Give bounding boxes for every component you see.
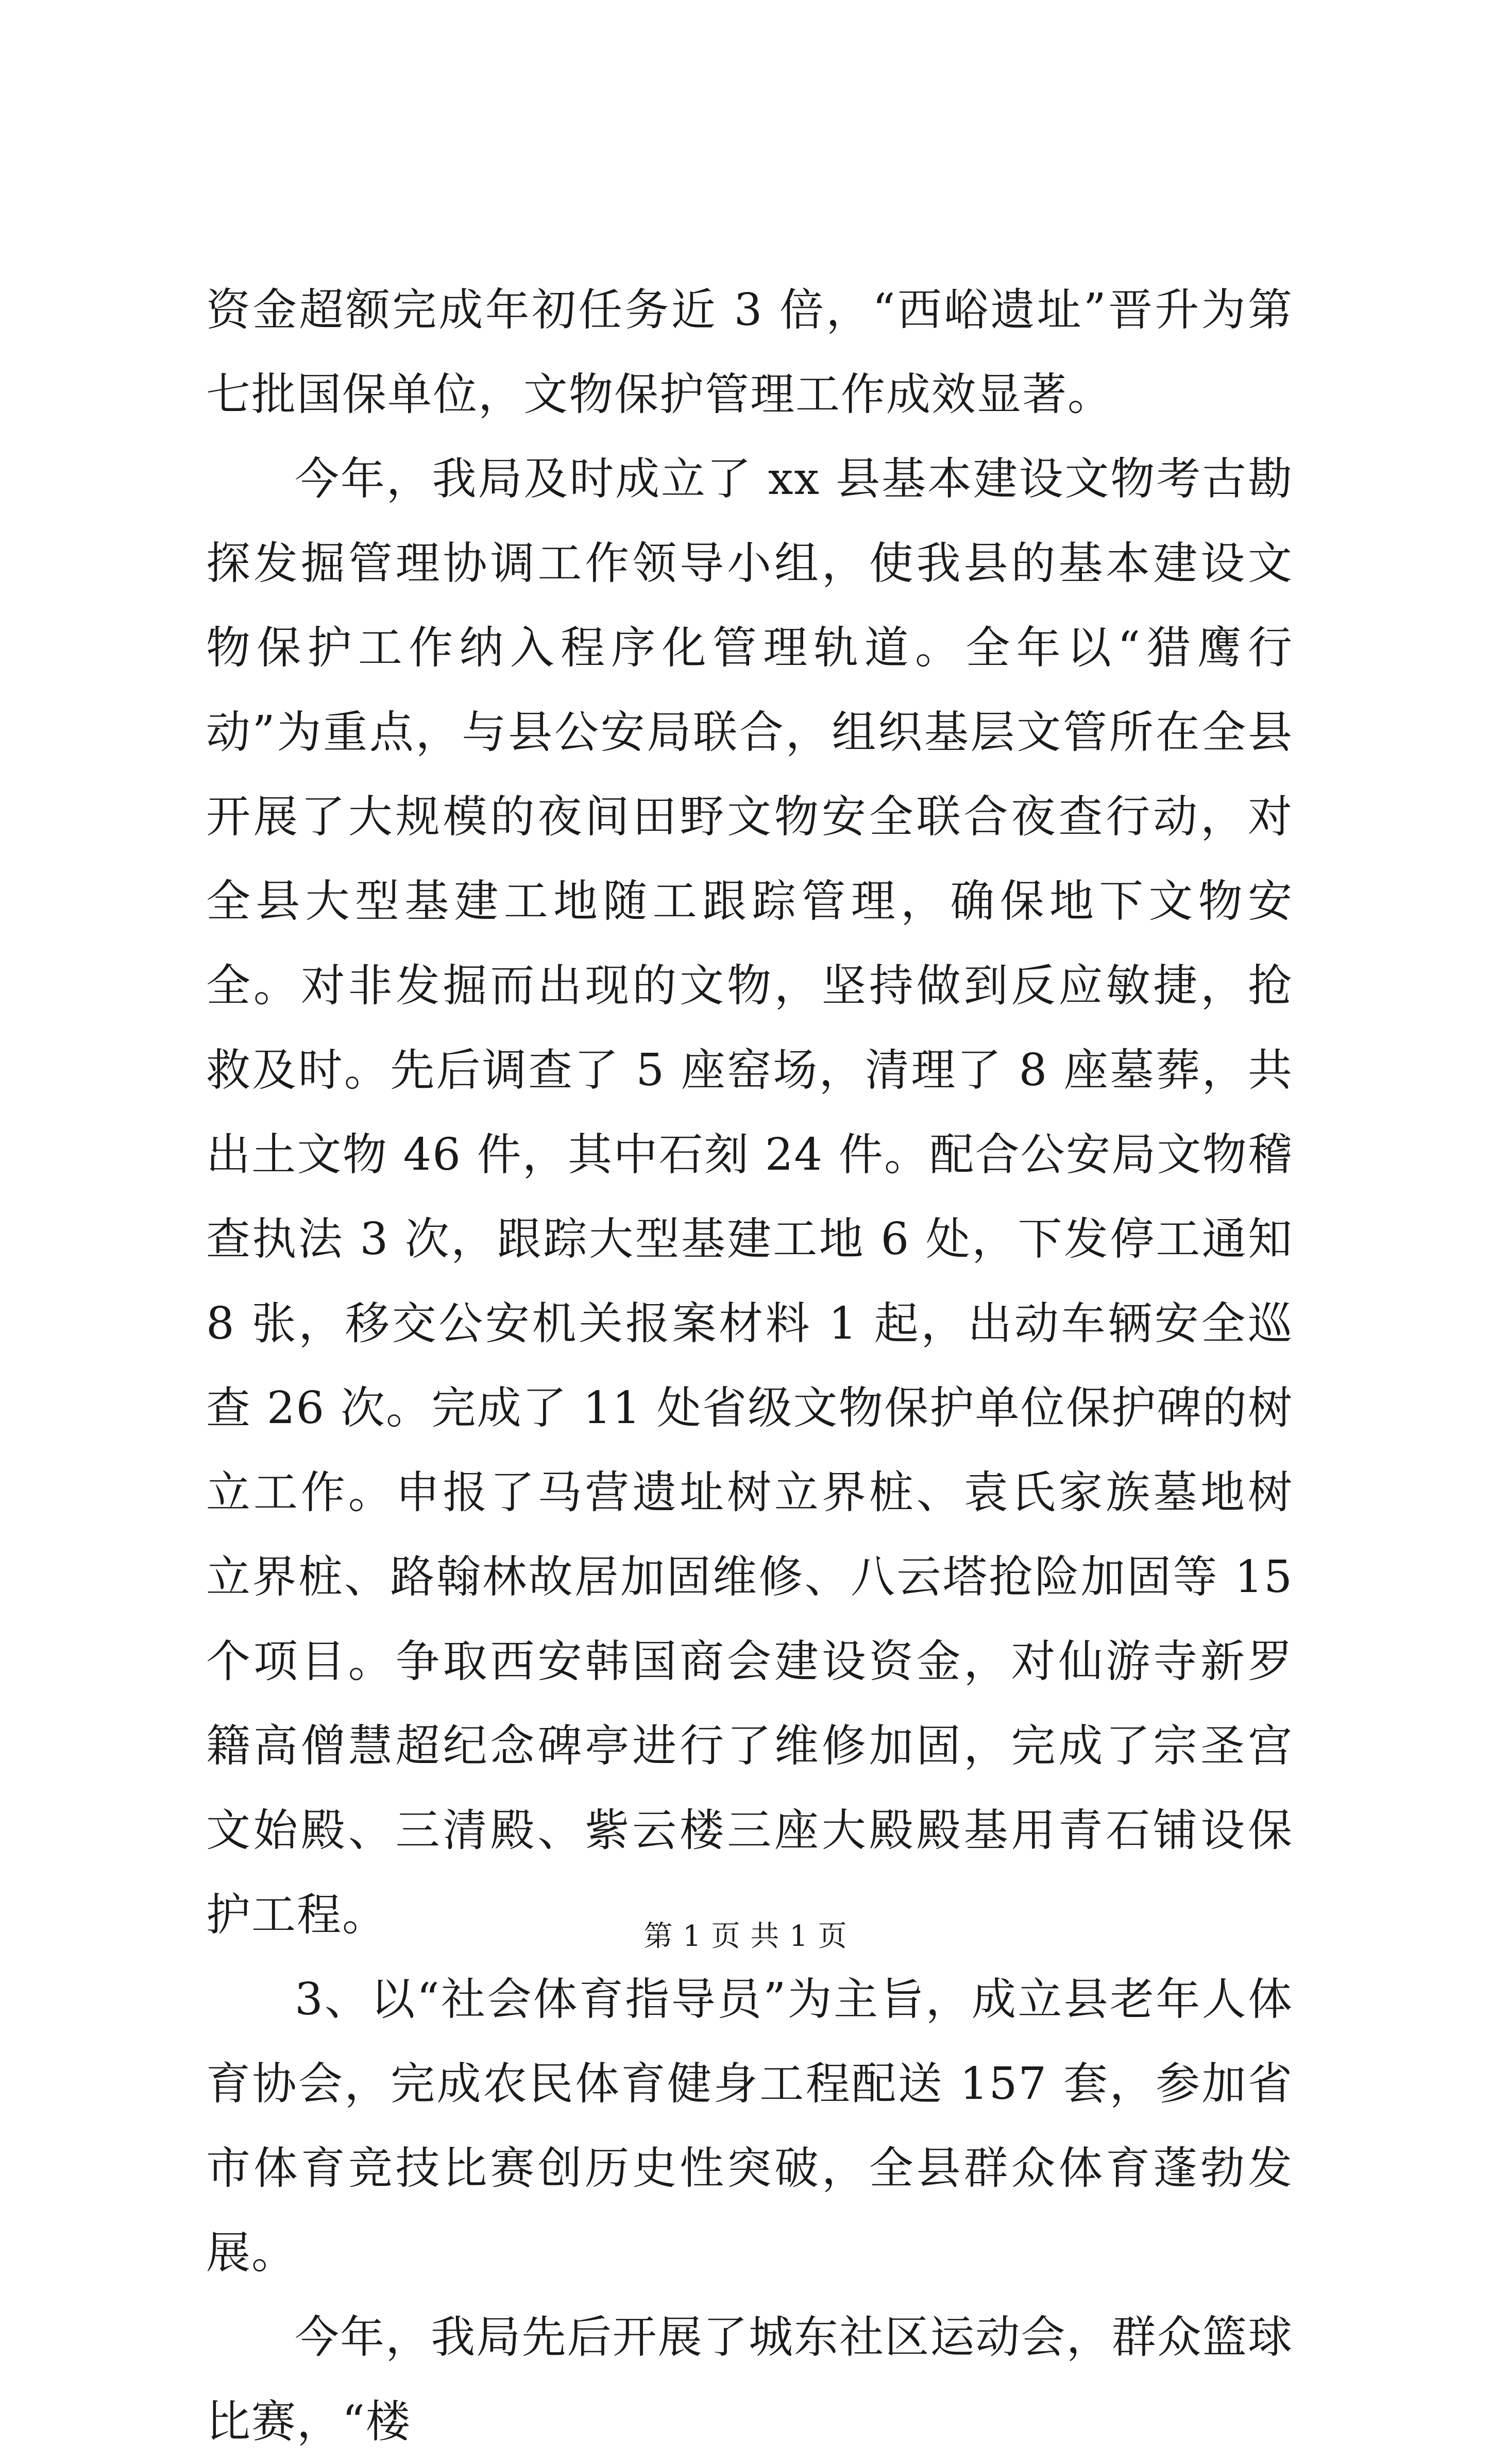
- page-footer: 第 1 页 共 1 页: [643, 1920, 848, 1953]
- paragraph-cultural-relics: 今年，我局及时成立了 xx 县基本建设文物考古勘探发掘管理协调工作领导小组，使我县的基本建设文物保护工作纳入程序化管理轨道。全年以“猎鹰行动”为重点，与县公安局联合，组织基层文管所在全县开展了大规模的夜间田野文物安全联合夜查行动，对全县大型基建工地随工跟踪管理，确保地下文物安全。对非发掘而出现的文物，坚持做到反应敏捷，抢救及时。先后调查了 5 座窑场，清理了 8 座墓葬，共出土文物 46 件，其中石刻 24 件。配合公安局文物稽查执法 3 次，跟踪大型基建工地 6 处，下发停工通知 8 张，移交公安机关报案材料 1 起，出动车辆安全巡查 26 次。完成了 11 处省级文物保护单位保护碑的树立工作。申报了马营遗址树立界桩、袁氏家族墓地树立界桩、路翰林故居加固维修、八云塔抢险加固等 15 个项目。争取西安韩国商会建设资金，对仙游寺新罗籍高僧慧超纪念碑亭进行了维修加固，完成了宗圣宫文始殿、三清殿、紫云楼三座大殿殿基用青石铺设保护工程。: [206, 453, 1293, 1941]
- document-body: [206, 268, 1293, 2464]
- paragraph-continuation: 资金超额完成年初任务近 3 倍，“西峪遗址”晋升为第七批国保单位，文物保护管理工作成效显著。: [206, 284, 1293, 420]
- paragraph-community-games: 今年，我局先后开展了城东社区运动会，群众篮球比赛，“楼: [206, 2312, 1293, 2448]
- paragraph-sports-instructors: 3、以“社会体育指导员”为主旨，成立县老年人体育协会，完成农民体育健身工程配送 157 套，参加省市体育竞技比赛创历史性突破，全县群众体育蓬勃发展。: [206, 1974, 1293, 2279]
